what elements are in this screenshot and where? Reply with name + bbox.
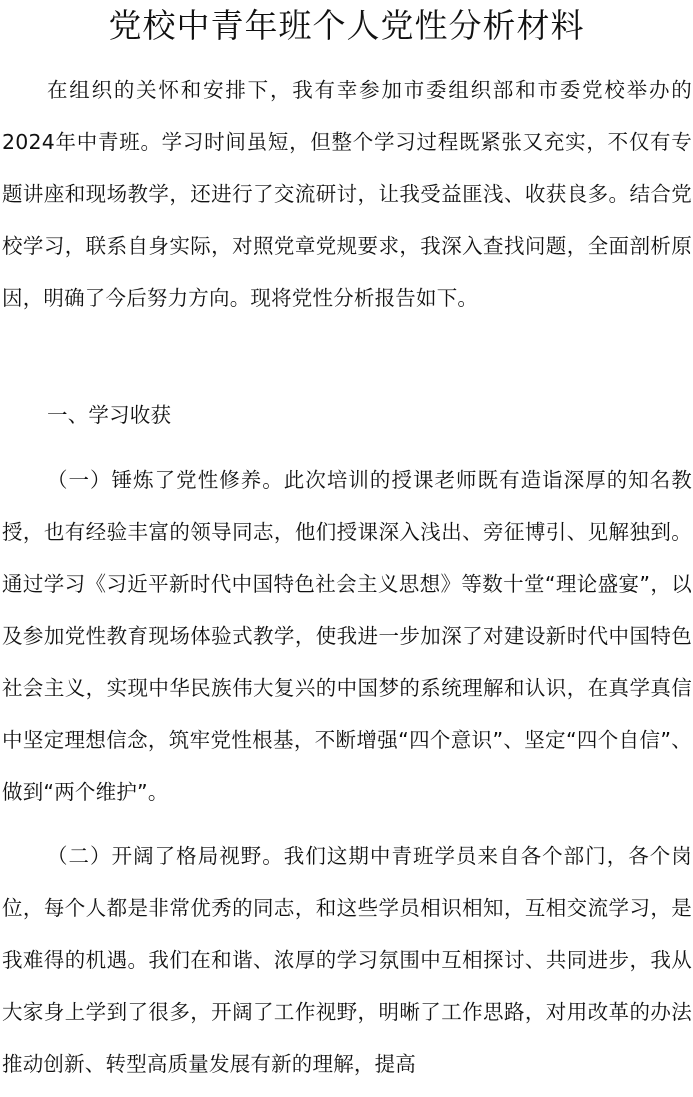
intro-paragraph: 在组织的关怀和安排下，我有幸参加市委组织部和市委党校举办的2024年中青班。学习时间虽短，但整个学习过程既紧张又充实，不仅有专题讲座和现场教学，还进行了交流研讨，让我受益匪浅、收获良多。结合党校学习，联系自身实际，对照党章党规要求，我深入查找问题，全面剖析原因，明确了今后努力方向。现将党性分析报告如下。 [2, 78, 692, 310]
section-heading-learning-gains: 一、学习收获 [47, 403, 172, 427]
paragraph-broadened-vision: （二）开阔了格局视野。我们这期中青班学员来自各个部门，各个岗位，每个人都是非常优秀的同志，和这些学员相识相知，互相交流学习，是我难得的机遇。我们在和谐、浓厚的学习氛围中互相探讨、共同进步，我从大家身上学到了很多，开阔了工作视野，明晰了工作思路，对用改革的办法推动创新、转型高质量发展有新的理解，提高 [2, 844, 692, 1076]
paragraph-party-spirit: （一）锤炼了党性修养。此次培训的授课老师既有造诣深厚的知名教授，也有经验丰富的领导同志，他们授课深入浅出、旁征博引、见解独到。通过学习《习近平新时代中国特色社会主义思想》等数十堂“理论盛宴”，以及参加党性教育现场体验式教学，使我进一步加深了对建设新时代中国特色社会主义，实现中华民族伟大复兴的中国梦的系统理解和认识，在真学真信中坚定理想信念，筑牢党性根基，不断增强“四个意识”、坚定“四个自信”、做到“两个维护”。 [2, 468, 692, 804]
document-title: 党校中青年班个人党性分析材料 [108, 6, 585, 45]
